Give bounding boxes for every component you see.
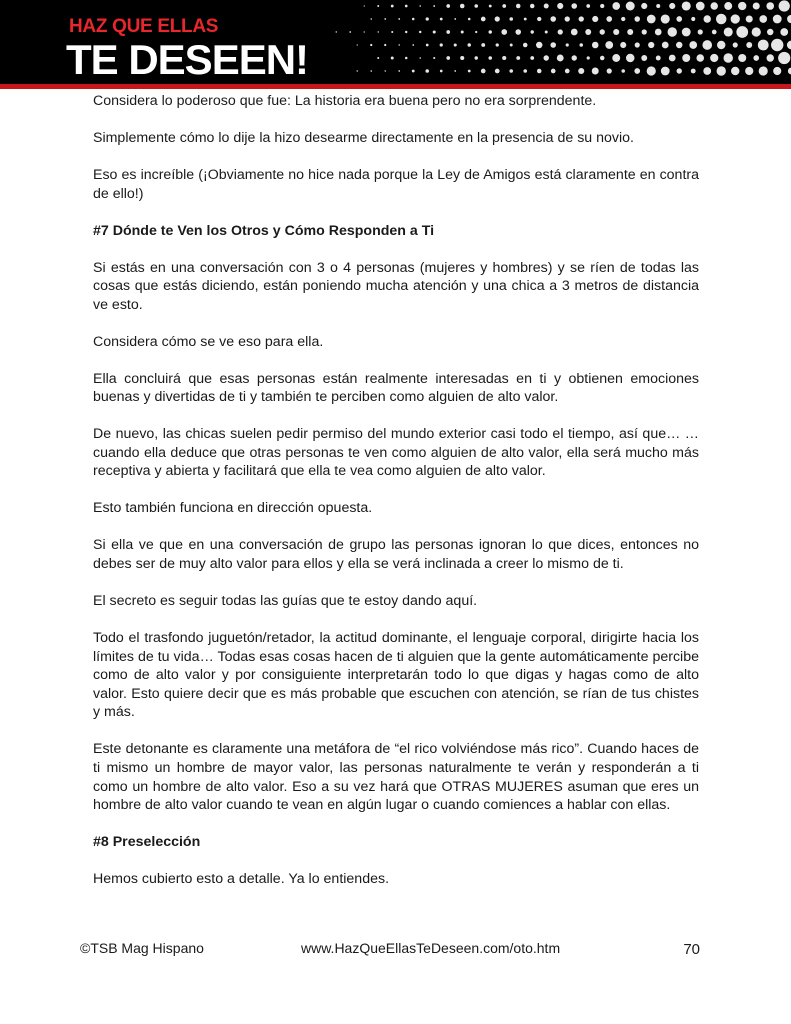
halftone-dot xyxy=(642,29,647,34)
halftone-dot xyxy=(668,27,677,36)
halftone-dot xyxy=(412,70,415,73)
halftone-dot xyxy=(771,39,783,51)
halftone-dot xyxy=(682,28,691,37)
halftone-dot xyxy=(405,57,408,60)
halftone-dot xyxy=(620,42,626,48)
halftone-dot xyxy=(495,69,500,74)
halftone-dot xyxy=(460,56,464,60)
halftone-dot xyxy=(385,70,386,71)
halftone-dot xyxy=(677,68,682,73)
halftone-dot xyxy=(585,29,591,35)
halftone-dot xyxy=(515,29,521,35)
paragraph: Hemos cubierto esto a detalle. Ya lo entiendes. xyxy=(93,871,390,888)
halftone-dot xyxy=(682,54,690,62)
halftone-dot xyxy=(516,4,521,9)
halftone-dot xyxy=(391,31,393,33)
halftone-dot xyxy=(426,44,429,47)
halftone-dot xyxy=(509,17,513,21)
halftone-dot xyxy=(419,31,421,33)
halftone-dot xyxy=(759,15,767,23)
halftone-dot xyxy=(773,15,782,24)
paragraph: Todo el trasfondo juguetón/retador, la actitud dominante, el lenguaje corporal, dirigirte hacia los límites de tu vida… Todas esas cosas hacen de ti alguien que la gente automáticamente percibe como de alto valor y por consiguiente interpretarán todo lo que digas y hagas como de alto valor. Esto quiere decir que es más probable que escuchen con atención, se rían de tus chistes y más. xyxy=(93,629,699,721)
footer-copyright: ©TSB Mag Hispano xyxy=(80,940,204,956)
halftone-dot xyxy=(566,43,569,46)
halftone-dot xyxy=(656,56,661,61)
halftone-dot xyxy=(454,70,456,72)
halftone-dot xyxy=(676,42,682,48)
halftone-dot xyxy=(641,55,647,61)
halftone-dot xyxy=(565,16,570,21)
halftone-dot xyxy=(704,15,711,22)
halftone-dot xyxy=(600,56,604,60)
paragraph: Esto también funciona en dirección opuesta. xyxy=(93,500,373,517)
halftone-dot xyxy=(626,54,635,63)
halftone-dot xyxy=(557,3,563,9)
halftone-dot xyxy=(669,3,675,9)
halftone-dot xyxy=(731,67,739,75)
halftone-dot xyxy=(489,5,492,8)
header-divider xyxy=(0,84,791,89)
paragraph: El secreto es seguir todas las guías que te estoy dando aquí. xyxy=(93,593,478,609)
halftone-dot xyxy=(412,44,414,46)
halftone-dot xyxy=(481,17,486,22)
halftone-dot xyxy=(572,55,577,60)
halftone-dot xyxy=(419,5,421,7)
footer-url: www.HazQueEllasTeDeseen.com/oto.htm xyxy=(301,940,561,956)
halftone-dot xyxy=(738,2,746,10)
halftone-dot xyxy=(627,29,633,35)
page-number: 70 xyxy=(683,941,700,958)
halftone-dot xyxy=(731,14,740,23)
halftone-dot xyxy=(370,70,372,72)
halftone-dot xyxy=(691,17,695,21)
halftone-dot xyxy=(474,56,477,59)
halftone-dot xyxy=(758,40,769,51)
halftone-dot xyxy=(377,57,379,59)
halftone-dot xyxy=(523,43,528,48)
halftone-dot xyxy=(753,2,760,9)
halftone-dot xyxy=(425,69,429,73)
halftone-dot xyxy=(780,28,788,36)
halftone-dot xyxy=(509,69,513,73)
halftone-dot xyxy=(510,44,513,47)
paragraph: Si ella ve que en una conversación de grupo las personas ignoran lo que dices, entonces no debes ser de muy alto valor para ellos y ella se verá inclinada a creer lo mismo de ti. xyxy=(93,537,699,573)
dot-pattern-decoration xyxy=(311,0,791,84)
halftone-dot xyxy=(412,18,415,21)
halftone-dot xyxy=(468,43,471,46)
halftone-dot xyxy=(440,18,443,21)
halftone-dot xyxy=(461,31,464,34)
halftone-dot xyxy=(364,5,365,6)
halftone-dot xyxy=(391,57,394,60)
halftone-dot xyxy=(544,55,549,60)
halftone-dot xyxy=(626,2,635,11)
halftone-dot xyxy=(357,70,358,71)
halftone-dot xyxy=(405,5,408,8)
halftone-dot xyxy=(766,2,774,10)
halftone-dot xyxy=(696,2,705,11)
halftone-dot xyxy=(537,17,541,21)
halftone-dot xyxy=(676,16,682,22)
halftone-dot xyxy=(746,42,752,48)
halftone-dot xyxy=(454,43,457,46)
halftone-dot xyxy=(391,5,394,8)
halftone-dot xyxy=(698,29,703,34)
halftone-dot xyxy=(426,17,429,20)
section-heading: #7 Dónde te Ven los Otros y Cómo Responden a Ti xyxy=(93,222,435,239)
halftone-dot xyxy=(669,55,676,62)
halftone-dot xyxy=(488,56,492,60)
halftone-dot xyxy=(384,44,386,46)
halftone-dot xyxy=(349,31,351,33)
halftone-dot xyxy=(724,2,732,10)
halftone-dot xyxy=(635,42,640,47)
halftone-dot xyxy=(364,31,365,32)
halftone-dot xyxy=(746,15,753,22)
halftone-dot xyxy=(419,57,421,59)
halftone-dot xyxy=(752,27,761,36)
halftone-dot xyxy=(648,42,654,48)
halftone-dot xyxy=(474,4,478,8)
halftone-dot xyxy=(753,55,759,61)
halftone-dot xyxy=(724,27,733,36)
halftone-dot xyxy=(736,26,748,38)
paragraph: De nuevo, las chicas suelen pedir permiso del mundo exterior casi todo el tiempo, así que… … cuando ella deduce que otras personas te ven como alguien de alto valor, ella será mucho más receptiva y abierta y facilitará que ella te vea como alguien de alto valor. xyxy=(93,426,699,480)
halftone-dot xyxy=(767,29,773,35)
halftone-dot xyxy=(621,17,625,21)
halftone-dot xyxy=(766,54,773,61)
halftone-dot xyxy=(550,16,556,22)
page-header-banner xyxy=(0,0,791,84)
halftone-dot xyxy=(634,16,639,21)
halftone-dot xyxy=(703,67,711,75)
halftone-dot xyxy=(733,42,738,47)
halftone-dot xyxy=(787,41,791,50)
halftone-dot xyxy=(778,52,790,64)
paragraph: Este detonante es claramente una metáfora de “el rico volviéndose más rico”. Cuando haces de ti mismo un hombre de mayor valor, las personas naturalmente te verán y responderán a ti como un hombre de alto valor. Eso a su vez hará que OTRAS MUJERES asuman que eres un hombre de alto valor cuando te vean en algún lugar o cuando comiences a hablar con ellas. xyxy=(93,741,699,814)
halftone-dot xyxy=(711,2,718,9)
halftone-dot xyxy=(544,4,549,9)
halftone-dot xyxy=(531,30,534,33)
halftone-dot xyxy=(446,4,450,8)
halftone-dot xyxy=(607,68,612,73)
halftone-dot xyxy=(501,29,507,35)
halftone-dot xyxy=(600,29,605,34)
halftone-dot xyxy=(502,4,506,8)
halftone-dot xyxy=(550,42,556,48)
halftone-dot xyxy=(460,4,465,9)
halftone-dot xyxy=(537,69,542,74)
halftone-dot xyxy=(530,4,534,8)
halftone-dot xyxy=(440,70,443,73)
halftone-dot xyxy=(787,15,791,23)
halftone-dot xyxy=(661,67,670,76)
halftone-dot xyxy=(433,30,436,33)
halftone-dot xyxy=(655,29,662,36)
halftone-dot xyxy=(592,68,599,75)
halftone-dot xyxy=(606,16,612,22)
halftone-dot xyxy=(433,5,435,7)
halftone-dot xyxy=(779,0,790,11)
halftone-dot xyxy=(523,69,527,73)
halftone-dot xyxy=(712,30,717,35)
halftone-dot xyxy=(586,4,590,8)
halftone-dot xyxy=(587,56,590,59)
halftone-dot xyxy=(647,15,656,24)
paragraph: Eso es increíble (¡Obviamente no hice nada porque la Ley de Amigos está claramente en contra de ello!) xyxy=(93,166,699,202)
halftone-dot xyxy=(661,14,670,23)
halftone-dot xyxy=(481,69,486,74)
halftone-dot xyxy=(738,54,746,62)
halftone-dot xyxy=(545,30,548,33)
halftone-dot xyxy=(647,66,656,75)
halftone-dot xyxy=(357,44,358,45)
halftone-dot xyxy=(565,69,570,74)
halftone-dot xyxy=(662,42,669,49)
paragraph: Si estás en una conversación con 3 o 4 personas (mujeres y hombres) y se ríen de todas las cosas que estás diciendo, están poniendo mucha atención y una chica a 3 metros de distancia ve esto. xyxy=(93,259,699,313)
halftone-dot xyxy=(524,18,527,21)
halftone-dot xyxy=(398,18,400,20)
document-body xyxy=(93,92,699,907)
halftone-dot xyxy=(578,68,584,74)
halftone-dot xyxy=(759,66,768,75)
halftone-dot xyxy=(468,70,471,73)
halftone-dot xyxy=(557,55,564,62)
halftone-dot xyxy=(536,42,542,48)
halftone-dot xyxy=(502,56,506,60)
header-title-line2: TE DESEEN! xyxy=(66,36,309,83)
halftone-dot xyxy=(612,2,620,10)
paragraph: Considera lo poderoso que fue: La historia era buena pero no era sorprendente. xyxy=(93,93,597,109)
halftone-dot xyxy=(579,43,583,47)
halftone-dot xyxy=(530,56,534,60)
halftone-dot xyxy=(454,18,456,20)
halftone-dot xyxy=(691,69,696,74)
halftone-dot xyxy=(384,18,386,20)
halftone-dot xyxy=(377,5,379,7)
halftone-dot xyxy=(702,40,712,50)
paragraph: Ella concluirá que esas personas están realmente interesadas en ti y obtienen emociones buenas y divertidas de ti y también te perciben como alguien de alto valor. xyxy=(93,370,699,406)
halftone-dot xyxy=(717,66,726,75)
halftone-dot xyxy=(723,53,732,62)
halftone-dot xyxy=(378,31,379,32)
halftone-dot xyxy=(656,4,660,8)
halftone-dot xyxy=(710,54,718,62)
halftone-dot xyxy=(682,1,691,10)
halftone-dot xyxy=(612,54,620,62)
paragraph: Simplemente cómo lo dije la hizo desearme directamente en la presencia de su novio. xyxy=(93,129,634,146)
halftone-dot xyxy=(571,29,578,36)
halftone-dot xyxy=(398,44,399,45)
halftone-dot xyxy=(641,3,647,9)
halftone-dot xyxy=(621,69,625,73)
halftone-dot xyxy=(440,43,443,46)
halftone-dot xyxy=(516,56,520,60)
halftone-dot xyxy=(592,16,598,22)
halftone-dot xyxy=(475,31,477,33)
halftone-dot xyxy=(446,30,450,34)
halftone-dot xyxy=(370,18,372,20)
halftone-dot xyxy=(571,3,577,9)
halftone-dot xyxy=(336,31,337,32)
halftone-dot xyxy=(613,29,619,35)
paragraph: Considera cómo se ve eso para ella. xyxy=(93,333,324,350)
halftone-dot xyxy=(405,31,407,33)
halftone-dot xyxy=(689,41,697,49)
halftone-dot xyxy=(433,57,435,59)
halftone-dot xyxy=(716,14,727,25)
halftone-dot xyxy=(745,67,753,75)
page-footer xyxy=(80,940,700,962)
halftone-dot xyxy=(717,41,725,49)
section-heading: #8 Preselección xyxy=(93,834,201,851)
halftone-dot xyxy=(773,67,781,75)
halftone-dot xyxy=(495,16,500,21)
halftone-dot xyxy=(579,16,584,21)
halftone-dot xyxy=(600,4,604,8)
halftone-dot xyxy=(634,68,640,74)
halftone-dot xyxy=(551,69,556,74)
halftone-dot xyxy=(558,29,563,34)
halftone-dot xyxy=(488,30,491,33)
halftone-dot xyxy=(446,56,450,60)
halftone-dot xyxy=(605,41,613,49)
halftone-dot xyxy=(398,70,400,72)
halftone-dot xyxy=(370,44,372,46)
header-title-line1: HAZ QUE ELLAS xyxy=(69,16,219,37)
halftone-dot xyxy=(468,18,471,21)
halftone-dot xyxy=(696,54,704,62)
halftone-dot xyxy=(592,42,599,49)
halftone-dot xyxy=(496,43,499,46)
halftone-dot xyxy=(481,43,485,47)
